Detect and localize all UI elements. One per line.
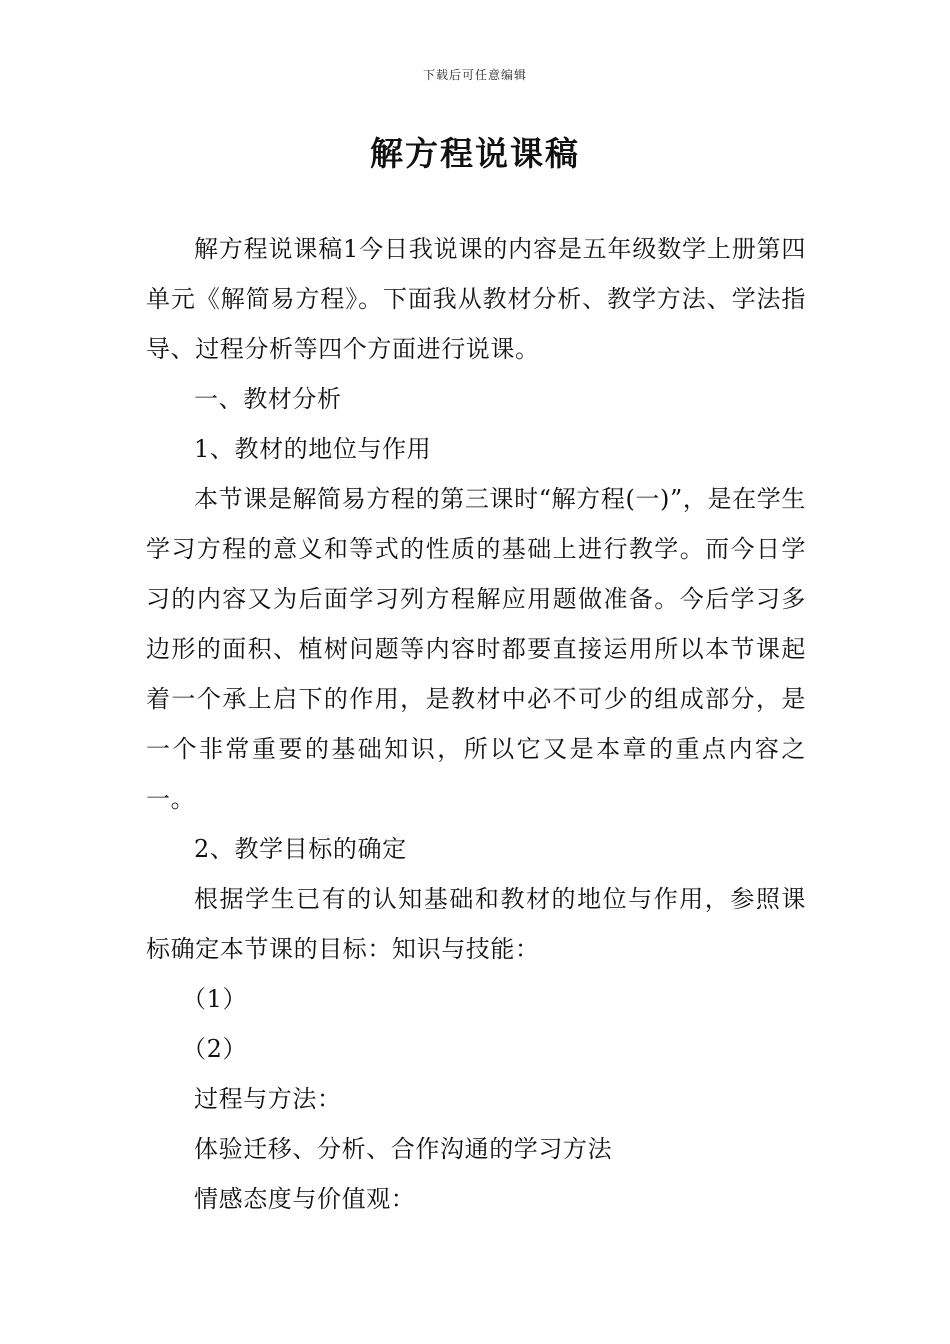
process-and-method-label: 过程与方法： bbox=[194, 1085, 342, 1113]
document-body bbox=[146, 224, 806, 1224]
process-and-method-text: 体验迁移、分析、合作沟通的学习方法 bbox=[194, 1135, 613, 1163]
subheading-status-and-role: 1、教材的地位与作用 bbox=[194, 435, 432, 463]
section-heading-textbook-analysis: 一、教材分析 bbox=[194, 385, 342, 413]
list-item-2: （2） bbox=[182, 1035, 248, 1063]
goals-paragraph: 根据学生已有的认知基础和教材的地位与作用，参照课标确定本节课的目标：知识与技能： bbox=[146, 885, 806, 963]
subheading-teaching-goals: 2、教学目标的确定 bbox=[194, 835, 407, 863]
list-item-1: （1） bbox=[182, 985, 248, 1013]
attitude-values-label: 情感态度与价值观： bbox=[194, 1185, 416, 1213]
intro-paragraph: 解方程说课稿1今日我说课的内容是五年级数学上册第四单元《解简易方程》。下面我从教材分析、教学方法、学法指导、过程分析等四个方面进行说课。 bbox=[146, 235, 806, 363]
status-paragraph: 本节课是解简易方程的第三课时“解方程(一)”，是在学生学习方程的意义和等式的性质的基础上进行教学。而今日学习的内容又为后面学习列方程解应用题做准备。今后学习多边形的面积、植树问题等内容时都要直接运用所以本节课起着一个承上启下的作用，是教材中必不可少的组成部分，是一个非常重要的基础知识，所以它又是本章的重点内容之一。 bbox=[146, 485, 806, 813]
header-note: 下载后可任意编辑 bbox=[422, 68, 527, 82]
document-title: 解方程说课稿 bbox=[370, 134, 580, 173]
